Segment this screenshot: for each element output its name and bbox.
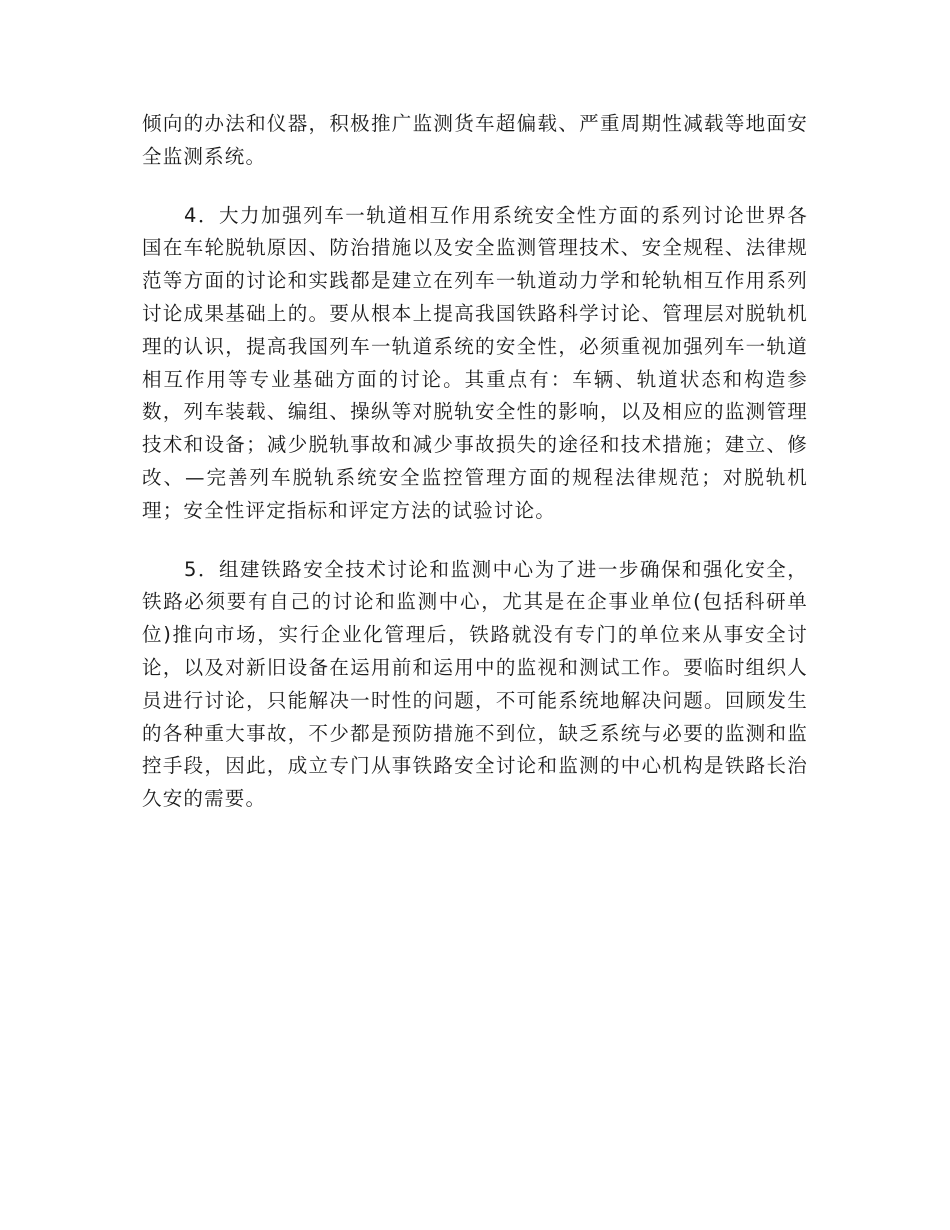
paragraph-item-4: 4．大力加强列车一轨道相互作用系统安全性方面的系列讨论世界各国在车轮脱轨原因、防治措施以及安全监测管理技术、安全规程、法律规范等方面的讨论和实践都是建立在列车一轨道动力学和轮轨相互作用系列讨论成果基础上的。要从根本上提高我国铁路科学讨论、管理层对脱轨机理的认识，提高我国列车一轨道系统的安全性，必须重视加强列车一轨道相互作用等专业基础方面的讨论。其重点有：车辆、轨道状态和构造参数，列车装载、编组、操纵等对脱轨安全性的影响，以及相应的监测管理技术和设备；减少脱轨事故和减少事故损失的途径和技术措施；建立、修改、—完善列车脱轨系统安全监控管理方面的规程法律规范；对脱轨机理；安全性评定指标和评定方法的试验讨论。 <box>142 203 808 522</box>
paragraph-gap <box>142 174 808 200</box>
paragraph-gap <box>142 528 808 554</box>
document-body <box>142 108 808 816</box>
paragraph-continuation: 倾向的办法和仪器，积极推广监测货车超偏载、严重周期性减载等地面安全监测系统。 <box>142 112 808 168</box>
paragraph-item-5: 5．组建铁路安全技术讨论和监测中心为了进一步确保和强化安全，铁路必须要有自己的讨论和监测中心，尤其是在企事业单位(包括科研单位)推向市场，实行企业化管理后，铁路就没有专门的单位来从事安全讨论，以及对新旧设备在运用前和运用中的监视和测试工作。要临时组织人员进行讨论，只能解决一时性的问题，不可能系统地解决问题。回顾发生的各种重大事故，不少都是预防措施不到位，缺乏系统与必要的监测和监控手段，因此，成立专门从事铁路安全讨论和监测的中心机构是铁路长治久安的需要。 <box>142 557 808 811</box>
